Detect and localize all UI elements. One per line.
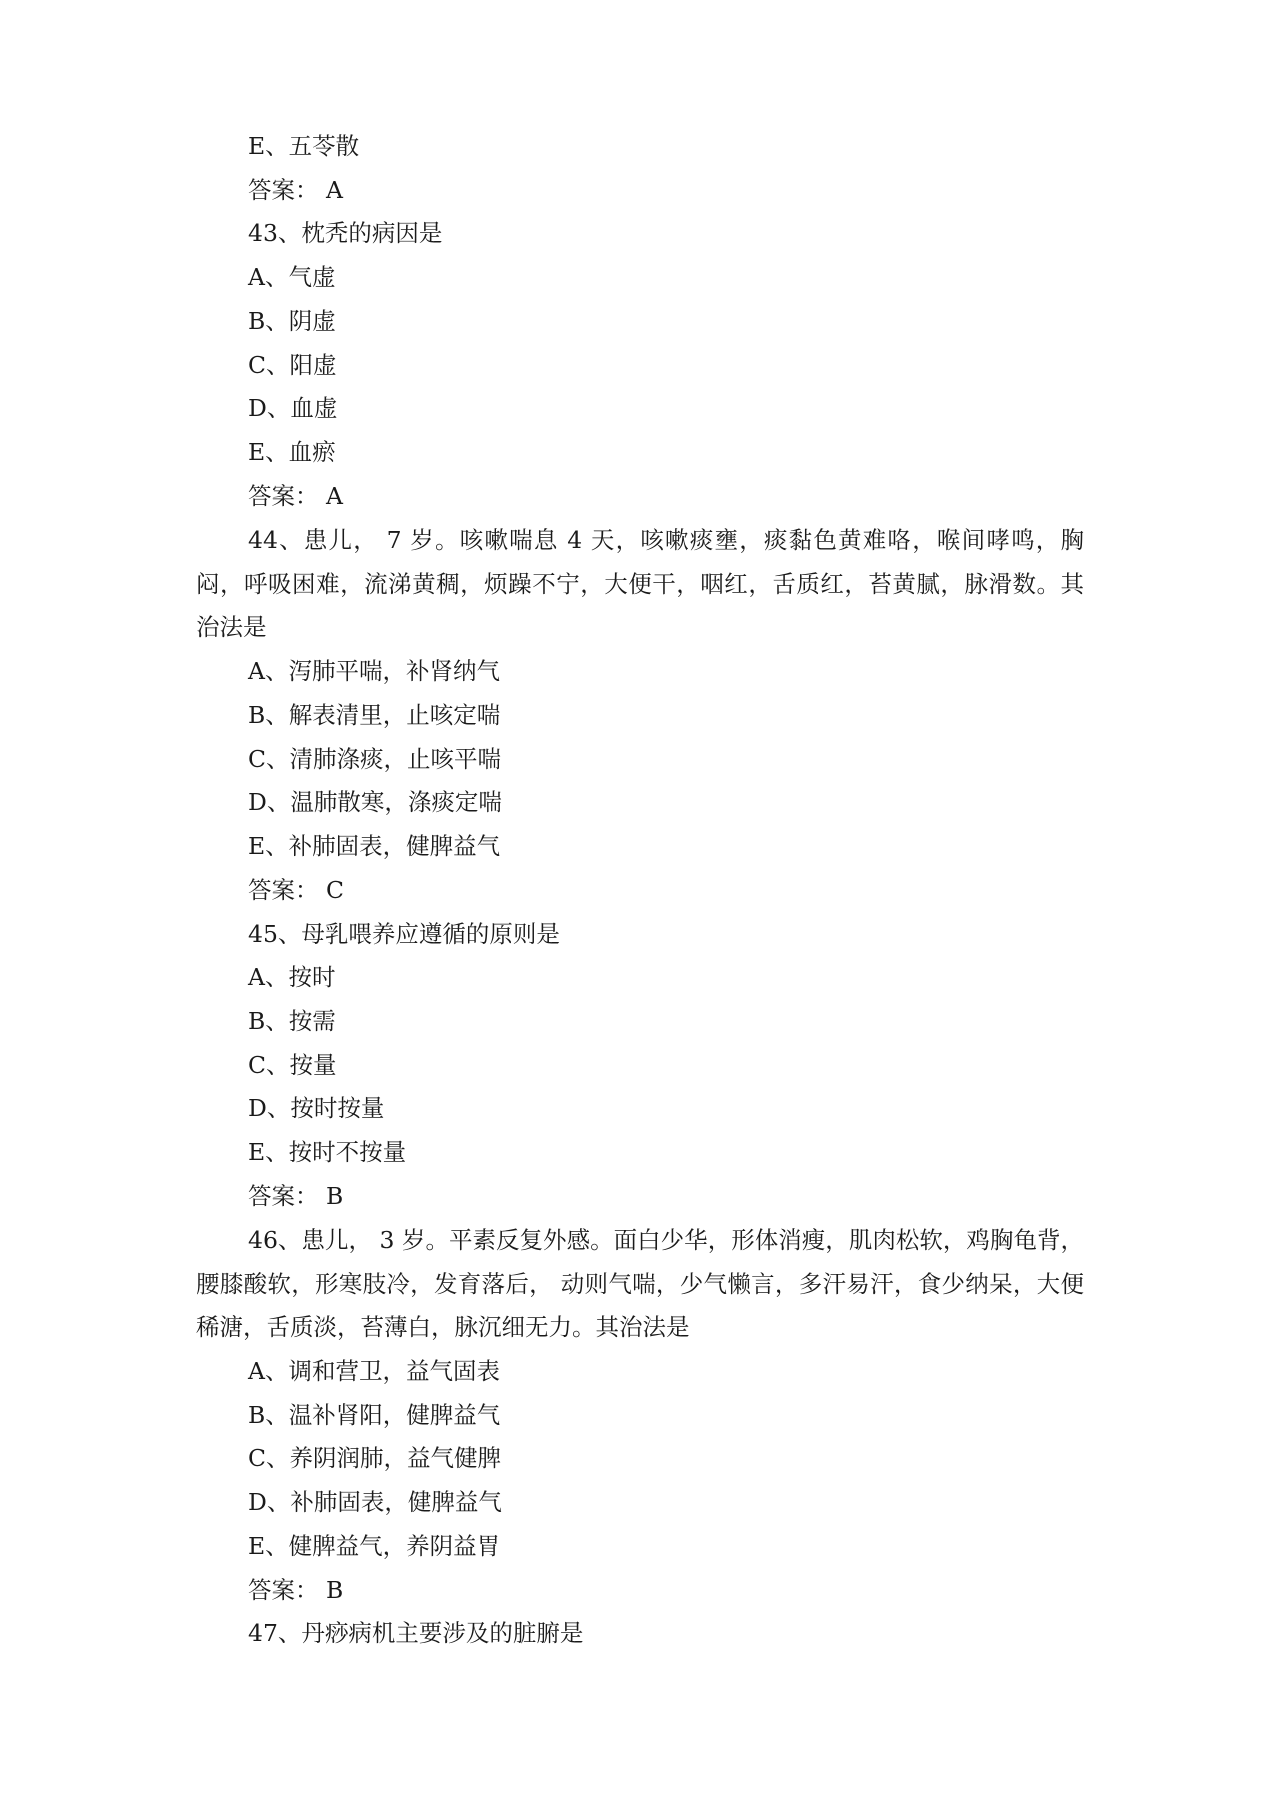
question-47: 47、丹痧病机主要涉及的脏腑是 — [248, 1619, 584, 1647]
option-43-a: A、气虚 — [248, 263, 336, 291]
option-46-d: D、补肺固表，健脾益气 — [248, 1488, 502, 1516]
option-46-e: E、健脾益气，养阴益胃 — [248, 1532, 501, 1560]
option-43-e: E、血瘀 — [248, 438, 336, 466]
option-44-e: E、补肺固表，健脾益气 — [248, 832, 501, 860]
option-43-b: B、阴虚 — [248, 307, 336, 335]
option-42-e: E、五苓散 — [248, 132, 360, 160]
answer-45: 答案： B — [248, 1182, 344, 1210]
question-44: 44、患儿， 7 岁。咳嗽喘息 4 天，咳嗽痰壅，痰黏色黄难咯，喉间哮鸣，胸闷，呼吸困难，流涕黄稠，烦躁不宁，大便干，咽红，舌质红，苔黄腻，脉滑数。其治法是 — [196, 526, 1084, 641]
option-46-a: A、调和营卫，益气固表 — [248, 1357, 500, 1385]
option-46-c: C、养阴润肺，益气健脾 — [248, 1444, 501, 1472]
option-45-a: A、按时 — [248, 963, 336, 991]
question-43: 43、枕秃的病因是 — [248, 219, 443, 247]
option-44-b: B、解表清里，止咳定喘 — [248, 701, 501, 729]
option-43-d: D、血虚 — [248, 394, 338, 422]
answer-43: 答案： A — [248, 482, 343, 510]
answer-44: 答案： C — [248, 876, 344, 904]
question-46: 46、患儿， 3 岁。平素反复外感。面白少华，形体消瘦，肌肉松软，鸡胸龟背，腰膝酸软，形寒肢冷，发育落后， 动则气喘，少气懒言，多汗易汗，食少纳呆，大便稀溏，舌质淡，苔薄白，脉沉细无力。其治法是 — [196, 1226, 1084, 1341]
option-44-a: A、泻肺平喘，补肾纳气 — [248, 657, 500, 685]
option-45-d: D、按时按量 — [248, 1094, 385, 1122]
option-44-c: C、清肺涤痰，止咳平喘 — [248, 745, 501, 773]
option-46-b: B、温补肾阳，健脾益气 — [248, 1401, 501, 1429]
option-45-e: E、按时不按量 — [248, 1138, 407, 1166]
option-44-d: D、温肺散寒，涤痰定喘 — [248, 788, 502, 816]
option-43-c: C、阳虚 — [248, 351, 337, 379]
answer-46: 答案： B — [248, 1576, 344, 1604]
option-45-b: B、按需 — [248, 1007, 336, 1035]
question-45: 45、母乳喂养应遵循的原则是 — [248, 920, 560, 948]
answer-42: 答案： A — [248, 176, 343, 204]
option-45-c: C、按量 — [248, 1051, 337, 1079]
